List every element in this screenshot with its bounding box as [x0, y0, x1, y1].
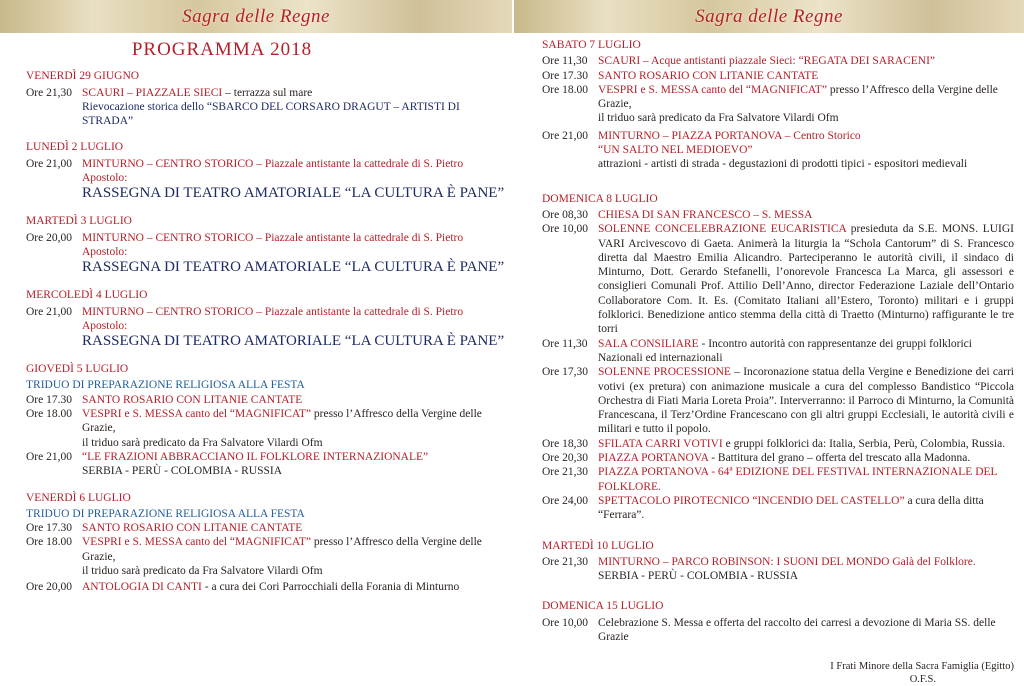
event-time: Ore 17.30 [26, 393, 72, 406]
event-row [26, 521, 508, 535]
event-row [26, 535, 508, 564]
event-place: CHIESA DI SAN FRANCESCO [598, 208, 751, 221]
signature-line: O.F.S. [909, 674, 936, 686]
event-title: RASSEGNA DI TEATRO AMATORIALE “LA CULTURA È PANE” [82, 185, 505, 202]
event-place: VESPRI e S. MESSA canto del “MAGNIFICAT” [82, 408, 312, 421]
event-place: VESPRI e S. MESSA canto del “MAGNIFICAT” [598, 83, 828, 96]
day-heading: GIOVEDÌ 5 LUGLIO [26, 363, 129, 376]
event-time: Ore 20,30 [542, 452, 588, 465]
event-text: SANTO ROSARIO CON LITANIE CANTATE [82, 393, 303, 406]
day-heading: DOMENICA 8 LUGLIO [542, 192, 658, 205]
event-row [542, 555, 1014, 569]
event-place: MINTURNO – PARCO ROBINSON: [598, 555, 774, 568]
day-domenica-8 [542, 192, 1014, 523]
event-row [542, 365, 1014, 436]
event-row [542, 337, 1014, 366]
event-desc: “REGATA DEI SARACENI” [795, 55, 936, 68]
signature-line: I Frati Minore della Sacra Famiglia (Egitto) [830, 661, 1014, 673]
program-title: PROGRAMMA 2018 [131, 39, 313, 60]
day-heading: LUNEDÌ 2 LUGLIO [26, 141, 124, 154]
day-lunedi-2 [26, 140, 508, 202]
event-detail: il triduo sarà predicato da Fra Salvatore Vilardi Ofm [598, 112, 839, 125]
event-row [26, 450, 508, 464]
event-time: Ore 17,30 [542, 366, 588, 379]
event-place: ANTOLOGIA DI CANTI [82, 581, 202, 594]
event-place: MINTURNO – CENTRO STORICO – Piazzale antistante la cattedrale di S. Pietro Apostolo: [82, 157, 464, 185]
event-place: SCAURI – PIAZZALE SIECI [82, 86, 223, 99]
event-row [26, 231, 508, 260]
event-title: RASSEGNA DI TEATRO AMATORIALE “LA CULTURA È PANE” [82, 333, 505, 350]
event-row [26, 393, 508, 407]
event-desc: presso l’Affresco della Vergine delle Grazie, [82, 536, 482, 563]
event-desc: - a cura dei Cori Parrocchiali della Forania di Minturno [201, 581, 460, 594]
event-row [26, 86, 508, 100]
day-martedi-10 [542, 539, 1014, 584]
event-row [26, 305, 508, 334]
banner-right [512, 0, 1024, 33]
event-time: Ore 21,00 [26, 157, 72, 170]
event-row [542, 69, 1014, 83]
event-place: MINTURNO – PIAZZA PORTANOVA – Centro Storico [598, 129, 861, 142]
event-desc: - Incontro autorità con rappresentanze dei gruppi folklorici Nazionali ed internazionali [598, 337, 972, 364]
right-column [512, 33, 1024, 686]
event-place: SPETTACOLO PIROTECNICO “INCENDIO DEL CASTELLO” [598, 494, 905, 507]
event-place: PIAZZA PORTANOVA - 64ª EDIZIONE DEL FESTIVAL INTERNAZIONALE DEL FOLKLORE. [598, 466, 998, 493]
event-time: Ore 10,00 [542, 223, 588, 236]
event-row [542, 129, 1014, 143]
event-time: Ore 11,30 [542, 55, 588, 68]
event-detail: il triduo sarà predicato da Fra Salvatore Vilardi Ofm [82, 436, 323, 449]
event-row [26, 580, 508, 594]
banner-title-right: Sagra delle Regne [695, 5, 843, 27]
event-text: SANTO ROSARIO CON LITANIE CANTATE [82, 522, 303, 535]
event-row [542, 494, 1014, 523]
event-time: Ore 18.00 [542, 83, 588, 96]
event-title: “UN SALTO NEL MEDIOEVO” [598, 144, 753, 157]
day-heading: MARTEDÌ 10 LUGLIO [542, 539, 654, 552]
day-heading: DOMENICA 15 LUGLIO [542, 600, 664, 613]
event-time: Ore 21,30 [542, 466, 588, 479]
day-heading: MERCOLEDÌ 4 LUGLIO [26, 289, 148, 302]
event-time: Ore 24,00 [542, 494, 588, 507]
event-text: Celebrazione S. Messa e offerta del raccolto dei carresi a devozione di Maria SS. delle Grazie [598, 616, 996, 643]
day-giovedi-5 [26, 362, 508, 478]
event-detail: Rievocazione storica dello “SBARCO DEL CORSARO DRAGUT – ARTISTI DI STRADA” [82, 100, 460, 128]
event-row [542, 222, 1014, 336]
event-time: Ore 17.30 [542, 69, 588, 82]
banner-left [0, 0, 512, 33]
event-time: Ore 21,30 [26, 86, 72, 99]
event-desc: - Battitura del grano – offerta del trescato alla Madonna. [708, 452, 971, 465]
event-row [542, 451, 1014, 465]
event-place: SALA CONSILIARE [598, 337, 699, 350]
event-desc: presieduta da S.E. MONS. LUIGI VARI Arcivescovo di Gaeta. Animerà la liturgia la “Schola Cantorum” di S. Francesco diretta dal Maestro Emilia Alicandro. Parteciperanno le autorità civili, il sindaco di Minturno, Dott. Gerardo Stefanelli, l’onorevole Francesca La Marca, gli assessori e consiglieri Comunali Prof. Attilio Dell’Anno, director Federazione Laziale dell’Ontario Collaboratore Com. It. Es. (Comitato Italiani all’Estero, Toronto) militari e i gruppi folklorici. Benedizione antico stemma della città di Traetto (Minturno) raffigurante le tre torri [598, 223, 1014, 336]
banner-title-left: Sagra delle Regne [182, 5, 330, 27]
event-desc: presso l’Affresco della Vergine delle Grazie, [598, 83, 998, 111]
event-time: Ore 20,00 [26, 231, 72, 244]
event-time: Ore 18.00 [26, 408, 72, 421]
day-sabato-7 [542, 38, 1014, 172]
day-venerdi-6 [26, 491, 508, 595]
event-row [26, 157, 508, 186]
event-text: SANTO ROSARIO CON LITANIE CANTATE [598, 69, 819, 82]
triduo-note: TRIDUO DI PREPARAZIONE RELIGIOSA ALLA FESTA [26, 379, 305, 392]
event-time: Ore 18.00 [26, 536, 72, 549]
event-time: Ore 11,30 [542, 337, 588, 350]
event-desc: a cura della ditta “Ferrara”. [598, 494, 984, 522]
event-place: SOLENNE PROCESSIONE [598, 366, 731, 379]
event-place: SOLENNE CONCELEBRAZIONE EUCARISTICA [598, 223, 847, 236]
event-place: SCAURI – Acque antistanti piazzale Sieci: [598, 55, 796, 68]
event-desc: – terrazza sul mare [222, 86, 313, 99]
event-row [26, 407, 508, 436]
event-row [542, 83, 1014, 112]
signature [542, 660, 1014, 686]
day-venerdi-29 [26, 69, 508, 128]
event-detail: attrazioni - artisti di strada - degustazioni di prodotti tipici - espositori medievali [598, 158, 968, 171]
event-desc: – S. MESSA [750, 208, 813, 221]
event-time: Ore 10,00 [542, 616, 588, 629]
event-desc: I SUONI DEL MONDO Galà del Folklore. [773, 555, 976, 568]
day-heading: MARTEDÌ 3 LUGLIO [26, 215, 132, 228]
event-row [542, 54, 1014, 68]
event-detail: SERBIA - PERÙ - COLOMBIA - RUSSIA [598, 570, 798, 583]
day-mercoledi-4 [26, 288, 508, 350]
day-heading: SABATO 7 LUGLIO [542, 39, 641, 51]
day-heading: VENERDÌ 29 GIUGNO [26, 70, 140, 83]
event-time: Ore 20,00 [26, 581, 72, 594]
event-time: Ore 21,00 [26, 305, 72, 318]
event-time: Ore 18,30 [542, 437, 588, 450]
event-title: RASSEGNA DI TEATRO AMATORIALE “LA CULTURA È PANE” [82, 259, 505, 276]
event-time: Ore 21,00 [542, 129, 588, 142]
event-detail: il triduo sarà predicato da Fra Salvatore Vilardi Ofm [82, 565, 323, 578]
day-martedi-3 [26, 214, 508, 276]
event-text: “LE FRAZIONI ABBRACCIANO IL FOLKLORE INTERNAZIONALE” [82, 450, 429, 463]
event-row [542, 437, 1014, 451]
event-desc: – Incoronazione statua della Vergine e Benedizione dei carri votivi (ex pretura) con animazione musicale a cura del complesso Bandistico “Piccola Orchestra di Fiati Maria Loreta Proia”. Interverranno: il Parroco di Minturno, la Comunità Francescana, il Terz’Ordine Francescano con gli altri gruppi Ecclesiali, le autorità civili e militari e tutto il popolo. [598, 366, 1014, 436]
left-column [0, 33, 512, 594]
day-domenica-15 [542, 599, 1014, 644]
event-detail: SERBIA - PERÙ - COLOMBIA - RUSSIA [82, 465, 282, 478]
event-place: VESPRI e S. MESSA canto del “MAGNIFICAT” [82, 536, 312, 549]
event-place: SFILATA CARRI VOTIVI [598, 437, 723, 450]
event-desc: e gruppi folklorici da: Italia, Serbia, Perù, Colombia, Russia. [722, 437, 1006, 450]
event-time: Ore 21,00 [26, 450, 72, 463]
event-time: Ore 08,30 [542, 208, 588, 221]
event-time: Ore 17.30 [26, 522, 72, 535]
event-row [542, 465, 1014, 494]
event-time: Ore 21,30 [542, 555, 588, 568]
day-heading: VENERDÌ 6 LUGLIO [26, 491, 131, 504]
event-place: MINTURNO – CENTRO STORICO – Piazzale antistante la cattedrale di S. Pietro Apostolo: [82, 305, 464, 332]
event-place: MINTURNO – CENTRO STORICO – Piazzale antistante la cattedrale di S. Pietro Apostolo: [82, 231, 464, 258]
event-place: PIAZZA PORTANOVA [598, 452, 709, 465]
triduo-note: TRIDUO DI PREPARAZIONE RELIGIOSA ALLA FESTA [26, 507, 305, 520]
event-row [542, 208, 1014, 222]
event-desc: presso l’Affresco della Vergine delle Grazie, [82, 408, 482, 435]
event-row [542, 616, 1014, 645]
